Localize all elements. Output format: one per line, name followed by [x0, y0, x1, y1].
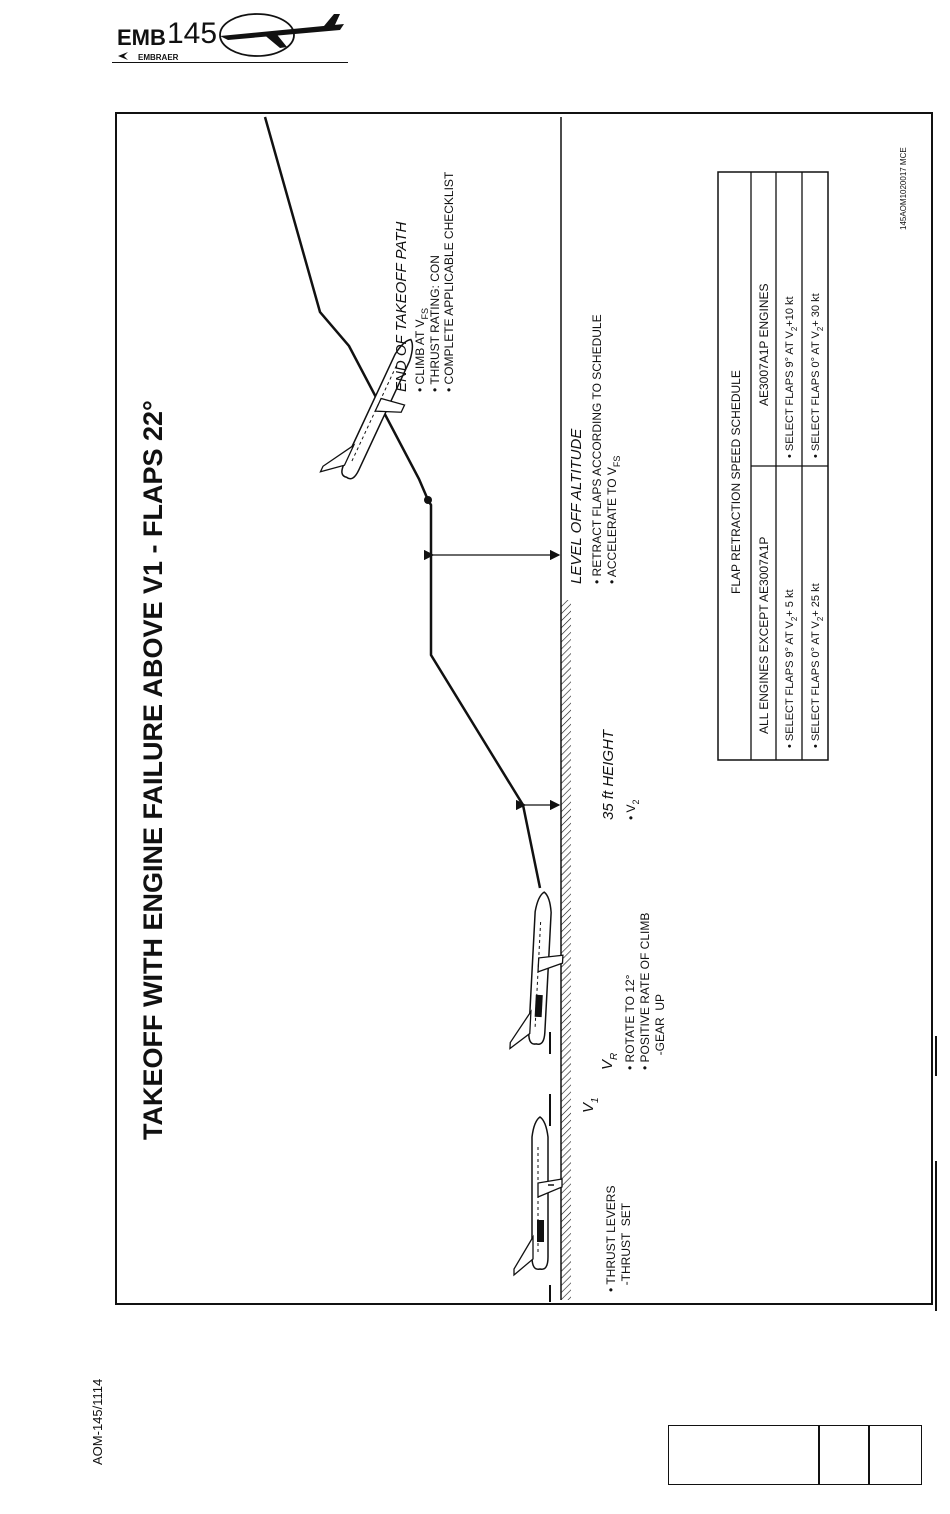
col1-row1-sub: 2 — [790, 616, 799, 622]
end-line-3: • COMPLETE APPLICABLE CHECKLIST — [442, 171, 456, 392]
schedule-col1-row2 — [810, 583, 825, 748]
page-footer-box — [668, 1425, 922, 1487]
phase-rotate-line-3: -GEAR UP — [653, 993, 667, 1062]
svg-text:• SELECT FLAPS 0° AT V2+ 2 — [810, 583, 825, 748]
col2-row2-text: • SELECT FLAPS 0° AT V — [810, 331, 822, 458]
end-line-2: • THRUST RATING: CON — [428, 255, 442, 392]
svg-text:• ACCELERATE TO VFS — [605, 456, 622, 584]
end-line-1-sub: FS — [420, 308, 430, 320]
figure-ref-text: 145AOM1020017 MCE — [899, 147, 908, 230]
phase-start-line-1: • THRUST LEVERS — [604, 1185, 618, 1292]
schedule-col1-row1 — [784, 589, 799, 748]
footer-cell-3 — [868, 1425, 922, 1485]
phase-end-text — [393, 171, 456, 392]
col1-row1-text: • SELECT FLAPS 9° AT V — [784, 621, 796, 748]
level-off-line-2-sub: FS — [612, 455, 622, 468]
v1-subscript: 1 — [590, 1097, 601, 1103]
logo-model: 145 — [167, 17, 218, 50]
col2-row1-text: • SELECT FLAPS 9° AT V — [784, 331, 796, 458]
footer-cell-1 — [668, 1425, 820, 1485]
vr-label — [599, 1053, 620, 1070]
svg-text:• SELECT FLAPS 9° AT V2+10 — [784, 296, 799, 458]
col1-row1-end: + 5 kt — [784, 589, 796, 617]
level-off-line-1: • RETRACT FLAPS ACCORDING TO SCHEDULE — [590, 314, 604, 584]
revision-bar — [935, 1161, 937, 1311]
phase-rotate-line-1: • ROTATE TO 12° — [623, 974, 637, 1070]
col2-header-text: AE3007A1P ENGINES — [757, 283, 771, 406]
level-off-label: LEVEL OFF ALTITUDE — [568, 428, 585, 584]
end-of-takeoff-path-marker — [424, 496, 432, 504]
svg-text:• SELECT FLAPS 9° AT V2+ 5 — [784, 589, 799, 748]
schedule-col2-row2 — [810, 293, 825, 458]
col2-row1-sub: 2 — [790, 326, 799, 332]
aircraft-ground-roll-icon — [514, 1117, 562, 1275]
v1-letter: V — [580, 1102, 597, 1113]
phase-start-line-2: -THRUST SET — [619, 1202, 633, 1292]
schedule-col2-header — [757, 283, 771, 406]
height-bullet: • V — [624, 804, 638, 820]
end-line-1: • CLIMB AT V — [413, 319, 427, 392]
col1-row2-sub: 2 — [816, 616, 825, 622]
schedule-col1-header — [757, 537, 771, 734]
logo-brand: EMB — [117, 25, 166, 50]
vr-letter: V — [599, 1059, 616, 1070]
col2-row2-sub: 2 — [816, 326, 825, 332]
svg-text:V1 — [580, 1097, 601, 1113]
takeoff-diagram — [115, 112, 933, 1305]
svg-text:• SELECT FLAPS 0° AT V2+ 3 — [810, 293, 825, 458]
vr-subscript: R — [609, 1052, 620, 1060]
footer-cell-2 — [818, 1425, 870, 1485]
figure-reference — [899, 147, 908, 230]
phase-rotate-text — [623, 913, 667, 1070]
schedule-col2-row1 — [784, 296, 799, 458]
header-rule — [112, 62, 348, 63]
embraer-emb145-logo — [112, 8, 352, 64]
svg-text:• V2 — [624, 799, 641, 820]
level-off-line-2: • ACCELERATE TO V — [605, 467, 619, 584]
schedule-title-text: FLAP RETRACTION SPEED SCHEDULE — [729, 370, 743, 594]
diagram-title: TAKEOFF WITH ENGINE FAILURE ABOVE V1 - FLAPS 22° — [138, 400, 168, 1140]
end-label: END OF TAKEOFF PATH — [393, 221, 410, 392]
phase-start-text — [604, 1186, 633, 1292]
svg-text:VR — [599, 1053, 620, 1070]
col1-row2-end: + 25 kt — [810, 583, 822, 617]
revision-bar — [935, 1036, 937, 1076]
phase-rotate-line-2: • POSITIVE RATE OF CLIMB — [638, 912, 652, 1070]
phase-35ft-text — [600, 728, 641, 820]
embraer-arrow-icon — [118, 52, 128, 60]
schedule-title — [729, 370, 743, 594]
height-label: 35 ft HEIGHT — [600, 729, 617, 820]
col1-row2-text: • SELECT FLAPS 0° AT V — [810, 621, 822, 748]
phase-level-off-text — [568, 314, 622, 584]
col2-row1-end: +10 kt — [784, 296, 796, 327]
v1-label — [580, 1097, 601, 1113]
document-id: AOM-145/1114 — [90, 1378, 105, 1465]
col1-header-text: ALL ENGINES EXCEPT AE3007A1P — [757, 536, 771, 734]
aircraft-rotation-icon — [510, 891, 566, 1051]
runway-ground — [561, 117, 571, 1300]
logo-maker: EMBRAER — [138, 53, 179, 62]
col2-row2-end: + 30 kt — [810, 293, 822, 327]
height-bullet-sub: 2 — [631, 799, 641, 805]
